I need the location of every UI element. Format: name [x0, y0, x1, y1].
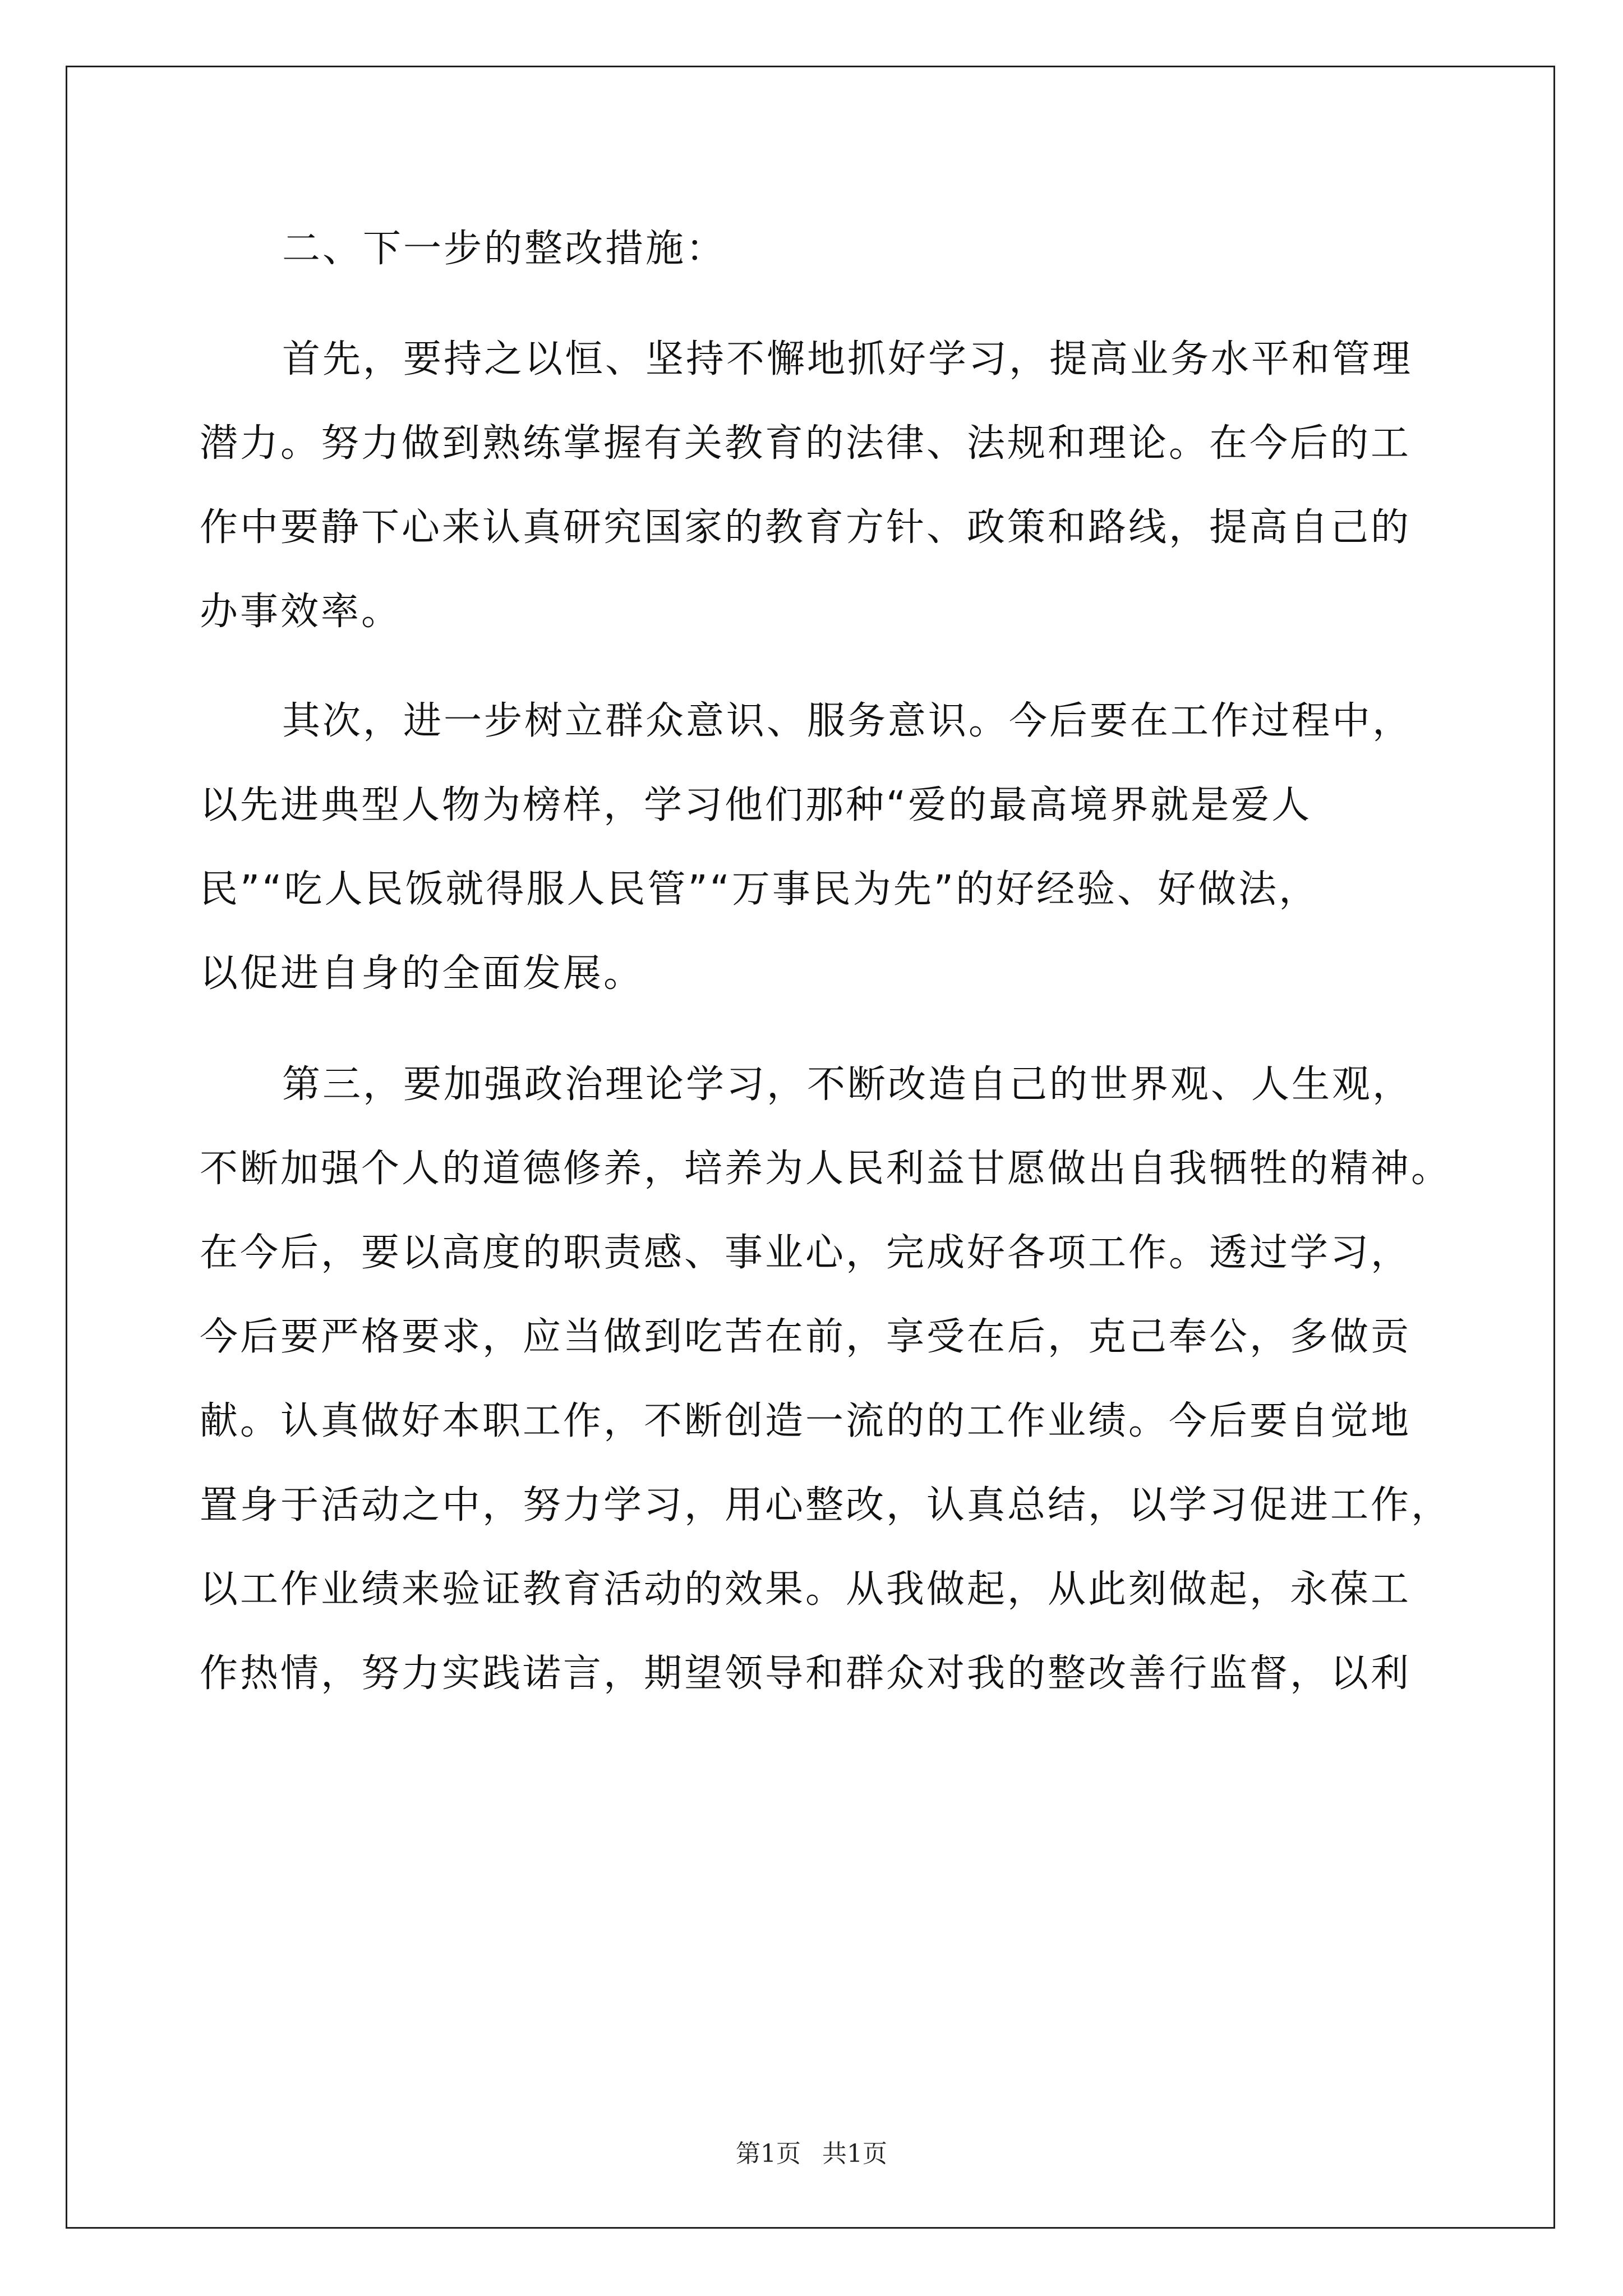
text-line: 献。认真做好本职工作，不断创造一流的的工作业绩。今后要自觉地 — [200, 1399, 1412, 1443]
text-line: 置身于活动之中，努力学习，用心整改，认真总结，以学习促进工作， — [200, 1483, 1452, 1527]
text-line: 其次，进一步树立群众意识、服务意识。今后要在工作过程中， — [282, 699, 1413, 743]
text-line: 潜力。努力做到熟练掌握有关教育的法律、法规和理论。在今后的工 — [200, 421, 1412, 466]
page-footer — [0, 2137, 1623, 2171]
text-line: 作热情，努力实践诺言，期望领导和群众对我的整改善行监督，以利 — [200, 1651, 1412, 1696]
text-line: 办事效率。 — [200, 590, 402, 634]
text-line: 在今后，要以高度的职责感、事业心，完成好各项工作。透过学习， — [200, 1231, 1412, 1275]
text-line: 以工作业绩来验证教育活动的效果。从我做起，从此刻做起，永葆工 — [200, 1567, 1412, 1612]
page-number: 第1页 — [736, 2139, 801, 2168]
text-line: 第三，要加强政治理论学习，不断改造自己的世界观、人生观， — [282, 1062, 1413, 1107]
text-line: 以先进典型人物为榜样，学习他们那种“爱的最高境界就是爱人 — [200, 783, 1312, 827]
page-total: 共1页 — [822, 2139, 887, 2168]
text-line: 以促进自身的全面发展。 — [200, 951, 644, 996]
section-heading: 二、下一步的整改措施： — [282, 227, 727, 271]
text-line: 今后要严格要求，应当做到吃苦在前，享受在后，克己奉公，多做贡 — [200, 1315, 1412, 1359]
text-line: 不断加强个人的道德修养，培养为人民利益甘愿做出自我牺牲的精神。 — [200, 1147, 1452, 1191]
text-line: 作中要静下心来认真研究国家的教育方针、政策和路线，提高自己的 — [200, 505, 1412, 550]
text-line: 首先，要持之以恒、坚持不懈地抓好学习，提高业务水平和管理 — [282, 337, 1413, 381]
text-line: 民”“吃人民饭就得服人民管”“万事民为先”的好经验、好做法， — [200, 867, 1320, 912]
